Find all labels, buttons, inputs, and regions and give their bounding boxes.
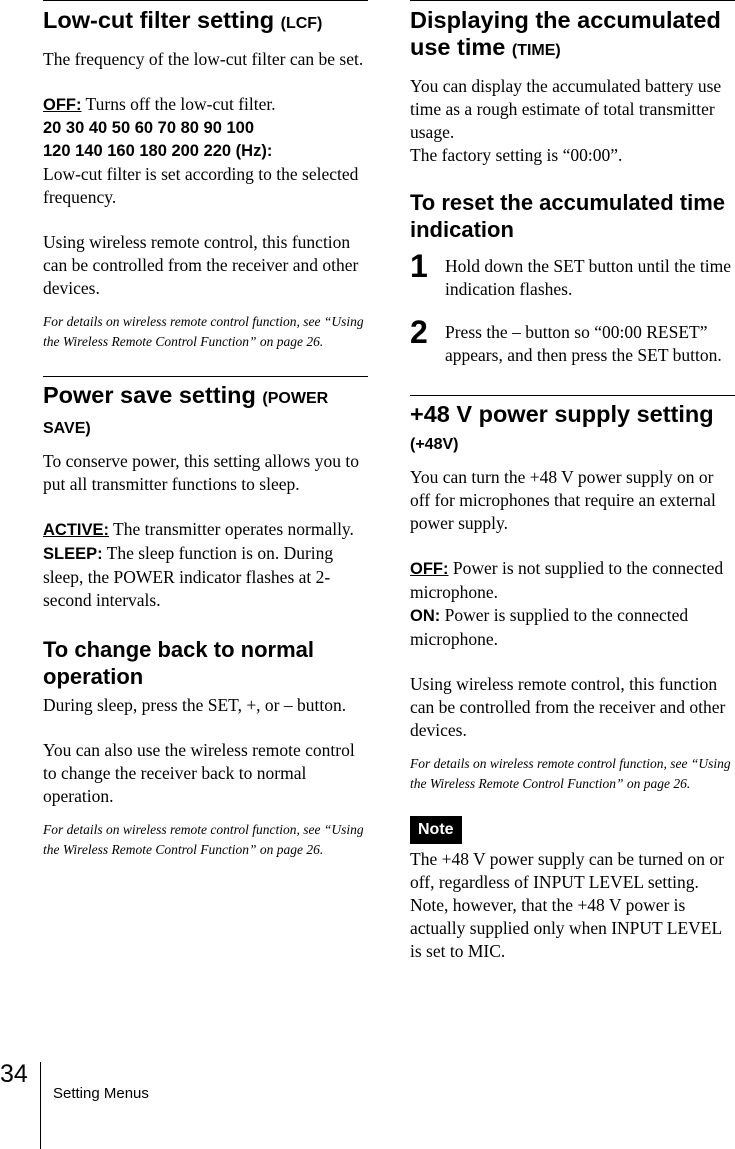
step-2 bbox=[410, 314, 735, 367]
lcf-remote-text: Using wireless remote control, this function can be controlled from the receiver and other devices. bbox=[43, 232, 359, 298]
time-intro: You can display the accumulated battery use time as a rough estimate of total transmitter usage. bbox=[410, 76, 722, 142]
lcf-heading: Low-cut filter setting (LCF) bbox=[43, 7, 323, 33]
power-save-active-option: ACTIVE: The transmitter operates normally. bbox=[43, 519, 354, 539]
step-1-number: 1 bbox=[410, 248, 428, 284]
step-2-number: 2 bbox=[410, 314, 428, 350]
section-rule bbox=[410, 395, 735, 396]
lcf-reference: For details on wireless remote control function, see “Using the Wireless Remote Control Function” on page 26. bbox=[43, 314, 364, 349]
lcf-freq-text: Low-cut filter is set according to the selected frequency. bbox=[43, 164, 359, 207]
note-text: The +48 V power supply can be turned on or off, regardless of INPUT LEVEL setting. Note, however, that the +48 V power is actually supplied only when INPUT LEVEL is set to MIC. bbox=[410, 849, 724, 961]
section-rule bbox=[410, 0, 735, 1]
time-factory: The factory setting is “00:00”. bbox=[410, 145, 623, 165]
footer-section-label: Setting Menus bbox=[53, 1085, 149, 1102]
note-label: Note bbox=[410, 816, 462, 844]
step-1-text: Hold down the SET button until the time indication flashes. bbox=[445, 256, 731, 299]
lcf-off-option: OFF: Turns off the low-cut filter. bbox=[43, 94, 276, 114]
power-save-heading: Power save setting (POWER SAVE) bbox=[43, 382, 329, 437]
p48-remote-text: Using wireless remote control, this function can be controlled from the receiver and other devices. bbox=[410, 674, 726, 740]
power-save-remote-text: You can also use the wireless remote control to change the receiver back to normal operation. bbox=[43, 740, 355, 806]
p48-reference: For details on wireless remote control function, see “Using the Wireless Remote Control Function” on page 26. bbox=[410, 756, 731, 791]
step-1 bbox=[410, 248, 735, 301]
power-save-subheading: To change back to normal operation bbox=[43, 637, 314, 689]
power-save-intro: To conserve power, this setting allows you to put all transmitter functions to sleep. bbox=[43, 451, 359, 494]
p48-off-option: OFF: Power is not supplied to the connected microphone. bbox=[410, 558, 724, 602]
right-column bbox=[410, 0, 735, 963]
step-2-text: Press the – button so “00:00 RESET” appears, and then press the SET button. bbox=[445, 322, 722, 365]
lcf-intro: The frequency of the low-cut filter can be set. bbox=[43, 49, 364, 69]
power-save-reference: For details on wireless remote control function, see “Using the Wireless Remote Control Function” on page 26. bbox=[43, 822, 364, 857]
time-subheading: To reset the accumulated time indication bbox=[410, 190, 726, 242]
p48-intro: You can turn the +48 V power supply on or off for microphones that require an external power supply. bbox=[410, 467, 716, 533]
p48-on-option: ON: Power is supplied to the connected microphone. bbox=[410, 605, 689, 649]
section-rule bbox=[43, 0, 368, 1]
power-save-sleep-option: SLEEP: The sleep function is on. During sleep, the POWER indicator flashes at 2-second intervals. bbox=[43, 543, 334, 610]
lcf-freq-line-1: 20 30 40 50 60 70 80 90 100 bbox=[43, 119, 255, 137]
note-box bbox=[410, 816, 735, 844]
p48-heading: +48 V power supply setting (+48V) bbox=[410, 401, 714, 453]
page-number: 34 bbox=[0, 1060, 28, 1088]
section-rule bbox=[43, 376, 368, 377]
power-save-during-text: During sleep, press the SET, +, or – button. bbox=[43, 695, 347, 715]
lcf-freq-line-2: 120 140 160 180 200 220 (Hz): bbox=[43, 142, 273, 160]
footer-divider bbox=[40, 1062, 41, 1149]
time-heading: Displaying the accumulated use time (TIME) bbox=[410, 7, 721, 60]
left-column bbox=[43, 0, 368, 860]
